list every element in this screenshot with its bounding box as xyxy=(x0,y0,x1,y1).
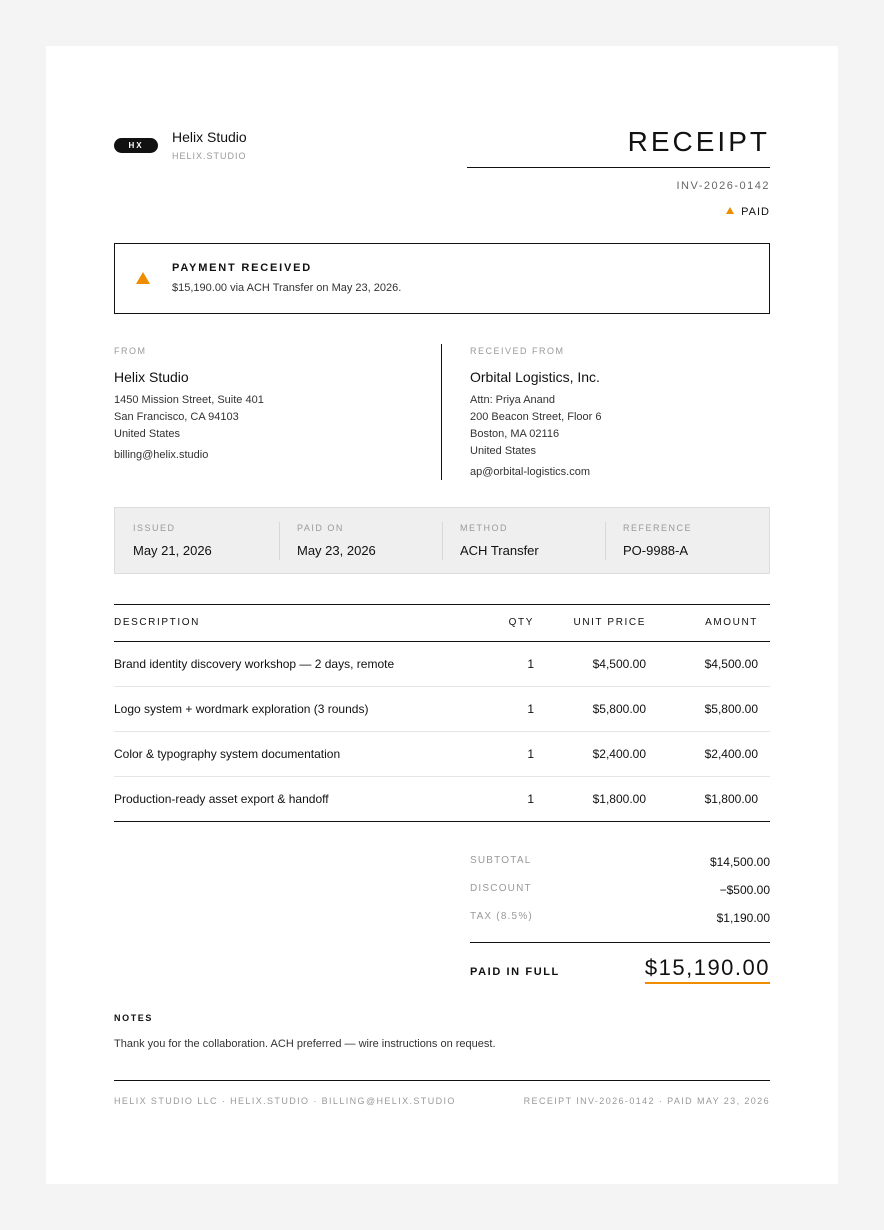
column-header-amount: AMOUNT xyxy=(705,617,758,628)
column-header-qty: QTY xyxy=(508,617,534,628)
meta-label: REFERENCE xyxy=(623,523,693,533)
tax-row xyxy=(470,908,770,936)
receipt-number: INV-2026-0142 xyxy=(676,180,770,192)
warning-triangle-icon xyxy=(136,272,150,284)
totals-block xyxy=(470,852,770,936)
item-description: Brand identity discovery workshop — 2 days, remote xyxy=(114,657,395,671)
discount-label: DISCOUNT xyxy=(470,883,532,894)
meta-value: PO-9988-A xyxy=(623,543,689,558)
party-divider xyxy=(441,344,442,480)
item-qty: 1 xyxy=(527,747,534,761)
meta-reference xyxy=(605,508,769,573)
item-amount: $2,400.00 xyxy=(704,747,758,761)
item-unit-price: $2,400.00 xyxy=(592,747,646,761)
column-header-unit-price: UNIT PRICE xyxy=(573,617,646,628)
item-qty: 1 xyxy=(527,657,534,671)
to-name: Orbital Logistics, Inc. xyxy=(470,369,600,385)
paid-total-value: $15,190.00 xyxy=(645,955,770,984)
to-party xyxy=(470,346,790,478)
footer-left: HELIX STUDIO LLC · HELIX.STUDIO · BILLING@HELIX.STUDIO xyxy=(114,1096,456,1106)
line-items-table xyxy=(114,604,770,822)
table-row xyxy=(114,777,770,822)
meta-issued xyxy=(115,508,279,573)
item-unit-price: $5,800.00 xyxy=(592,702,646,716)
status-badge xyxy=(726,206,770,218)
banner-title: PAYMENT RECEIVED xyxy=(172,262,313,274)
table-header xyxy=(114,604,770,642)
column-header-description: DESCRIPTION xyxy=(114,617,200,628)
notes-text: Thank you for the collaboration. ACH preferred — wire instructions on request. xyxy=(114,1038,496,1050)
tax-label: TAX (8.5%) xyxy=(470,911,533,922)
brand-name: Helix Studio xyxy=(172,129,247,145)
payment-banner xyxy=(114,243,770,314)
table-row xyxy=(114,642,770,687)
meta-value: ACH Transfer xyxy=(460,543,539,558)
item-qty: 1 xyxy=(527,792,534,806)
table-row xyxy=(114,687,770,732)
receipt-page xyxy=(46,46,838,1184)
meta-label: PAID ON xyxy=(297,523,344,533)
payment-meta-bar xyxy=(114,507,770,574)
tax-value: $1,190.00 xyxy=(716,911,770,925)
notes-label: NOTES xyxy=(114,1013,154,1023)
footer-divider xyxy=(114,1080,770,1081)
address-line: 1450 Mission Street, Suite 401 xyxy=(114,394,264,406)
item-description: Logo system + wordmark exploration (3 rounds) xyxy=(114,702,369,716)
discount-value: −$500.00 xyxy=(719,883,770,897)
meta-method xyxy=(442,508,605,573)
discount-row xyxy=(470,880,770,908)
item-description: Production-ready asset export & handoff xyxy=(114,792,329,806)
banner-text: $15,190.00 via ACH Transfer on May 23, 2026. xyxy=(172,282,402,294)
brand-logo: HX xyxy=(114,138,158,153)
item-unit-price: $4,500.00 xyxy=(592,657,646,671)
page-title: RECEIPT xyxy=(627,126,770,157)
item-description: Color & typography system documentation xyxy=(114,747,341,761)
subtotal-label: SUBTOTAL xyxy=(470,855,532,866)
meta-value: May 23, 2026 xyxy=(297,543,376,558)
from-party xyxy=(114,346,434,461)
address-line: Boston, MA 02116 xyxy=(470,428,560,440)
subtotal-row xyxy=(470,852,770,880)
item-amount: $5,800.00 xyxy=(704,702,758,716)
subtotal-value: $14,500.00 xyxy=(709,855,770,869)
address-line: United States xyxy=(470,445,537,457)
item-unit-price: $1,800.00 xyxy=(592,792,646,806)
address-line: Attn: Priya Anand xyxy=(470,394,555,406)
brand-domain: HELIX.STUDIO xyxy=(172,151,247,161)
from-label: FROM xyxy=(114,346,147,356)
item-amount: $1,800.00 xyxy=(704,792,758,806)
meta-paid-on xyxy=(279,508,442,573)
table-row xyxy=(114,732,770,777)
receipt-content xyxy=(114,46,770,1184)
totals-divider xyxy=(470,942,770,943)
item-qty: 1 xyxy=(527,702,534,716)
status-text: PAID xyxy=(741,206,770,218)
meta-label: METHOD xyxy=(460,523,508,533)
to-label: RECEIVED FROM xyxy=(470,346,565,356)
from-name: Helix Studio xyxy=(114,369,189,385)
to-address xyxy=(470,392,790,460)
address-line: San Francisco, CA 94103 xyxy=(114,411,239,423)
warning-triangle-icon xyxy=(726,207,734,214)
title-divider xyxy=(467,167,770,168)
from-email[interactable]: billing@helix.studio xyxy=(114,449,209,461)
footer-right: RECEIPT INV-2026-0142 · PAID MAY 23, 2026 xyxy=(523,1096,770,1106)
address-line: United States xyxy=(114,428,181,440)
to-email[interactable]: ap@orbital-logistics.com xyxy=(470,466,590,478)
address-line: 200 Beacon Street, Floor 6 xyxy=(470,411,602,423)
from-address xyxy=(114,392,434,443)
meta-label: ISSUED xyxy=(133,523,176,533)
meta-value: May 21, 2026 xyxy=(133,543,212,558)
item-amount: $4,500.00 xyxy=(704,657,758,671)
paid-in-full-label: PAID IN FULL xyxy=(470,966,560,978)
